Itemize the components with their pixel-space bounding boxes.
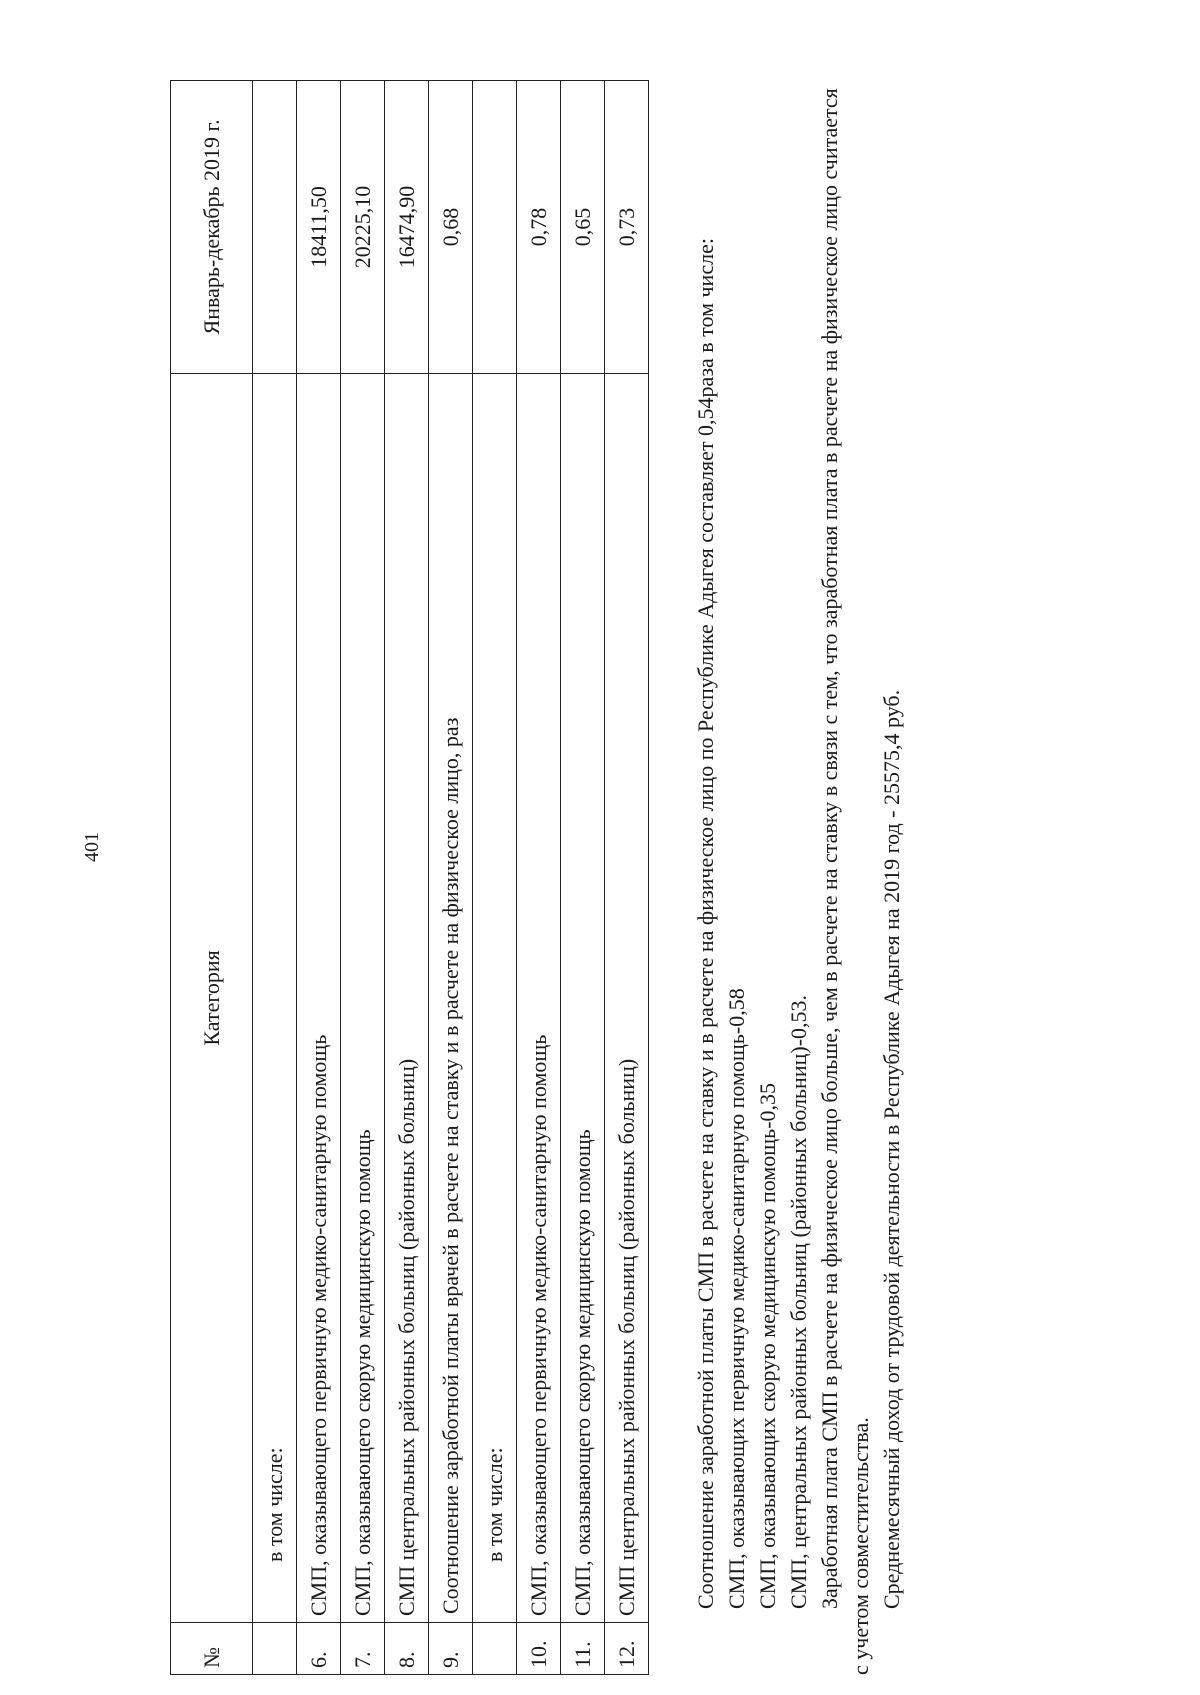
row-value xyxy=(473,81,517,374)
body-text xyxy=(690,80,907,1675)
table-row xyxy=(341,81,385,1675)
row-value: 0,73 xyxy=(605,81,649,374)
paragraph-ratio: Соотношение заработной платы СМП в расчете на ставку и в расчете на физическое лицо по Республике Адыгея составляет 0,54раза в том числе: xyxy=(693,238,718,1609)
table-row xyxy=(429,81,473,1675)
row-category: СМП, оказывающего скорую медицинскую помощь xyxy=(561,373,605,1622)
row-category: в том числе: xyxy=(253,373,297,1622)
list-item: СМП, центральных районных больниц (районных больниц)-0,53. xyxy=(786,994,811,1609)
list-item: СМП, оказывающих скорую медицинскую помощь-0,35 xyxy=(755,1082,780,1609)
row-num xyxy=(473,1623,517,1675)
header-value: Январь-декабрь 2019 г. xyxy=(171,81,253,374)
row-num: 12. xyxy=(605,1623,649,1675)
row-category: в том числе: xyxy=(473,373,517,1622)
data-table xyxy=(170,80,649,1675)
table-row xyxy=(517,81,561,1675)
rotated-content xyxy=(170,75,1030,1675)
row-category: СМП центральных районных больниц (районных больниц) xyxy=(605,373,649,1622)
row-value: 16474,90 xyxy=(385,81,429,374)
table-row xyxy=(253,81,297,1675)
table-row xyxy=(561,81,605,1675)
row-category: СМП, оказывающего скорую медицинскую помощь xyxy=(341,373,385,1622)
header-category: Категория xyxy=(171,373,253,1622)
list-item: СМП, оказывающих первичную медико-санитарную помощь-0,58 xyxy=(724,988,749,1609)
row-value: 0,68 xyxy=(429,81,473,374)
table-header-row xyxy=(171,81,253,1675)
paragraph-income: Среднемесячный доход от трудовой деятельности в Республике Адыгея на 2019 год - 25575,4 руб. xyxy=(879,689,904,1609)
row-category: СМП центральных районных больниц (районных больниц) xyxy=(385,373,429,1622)
row-value: 0,78 xyxy=(517,81,561,374)
page-number: 401 xyxy=(81,832,103,862)
row-value: 18411,50 xyxy=(297,81,341,374)
row-num: 8. xyxy=(385,1623,429,1675)
row-num: 11. xyxy=(561,1623,605,1675)
table-row xyxy=(473,81,517,1675)
table-row xyxy=(605,81,649,1675)
paragraph-salary: Заработная плата СМП в расчете на физическое лицо больше, чем в расчете на ставку в связи с тем, что заработная плата в расчете на физическое лицо считается с учетом совместительства. xyxy=(817,88,873,1675)
table-row xyxy=(297,81,341,1675)
row-num: 7. xyxy=(341,1623,385,1675)
table-row xyxy=(385,81,429,1675)
row-value: 0,65 xyxy=(561,81,605,374)
header-num: № xyxy=(171,1623,253,1675)
row-num: 6. xyxy=(297,1623,341,1675)
row-value: 20225,10 xyxy=(341,81,385,374)
row-category: СМП, оказывающего первичную медико-санитарную помощь xyxy=(297,373,341,1622)
row-num: 10. xyxy=(517,1623,561,1675)
row-category: Соотношение заработной платы врачей в расчете на ставку и в расчете на физическое лицо, раз xyxy=(429,373,473,1622)
row-num: 9. xyxy=(429,1623,473,1675)
row-category: СМП, оказывающего первичную медико-санитарную помощь xyxy=(517,373,561,1622)
row-value xyxy=(253,81,297,374)
row-num xyxy=(253,1623,297,1675)
